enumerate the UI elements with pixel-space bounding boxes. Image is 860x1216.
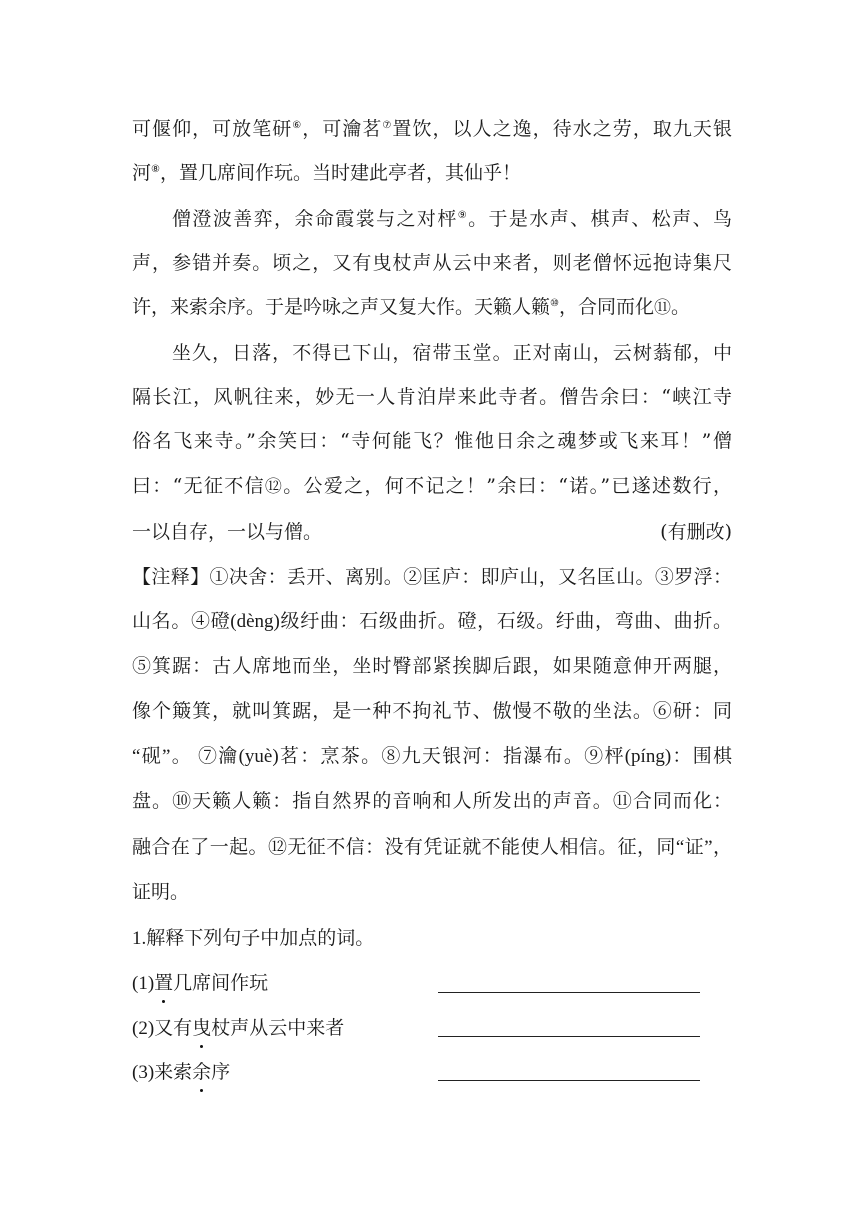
question-item: (2)又有曳杖声从云中来者 bbox=[132, 1018, 345, 1039]
answer-blank[interactable] bbox=[438, 1036, 700, 1037]
note-line: 证明。 bbox=[132, 882, 190, 903]
passage-line: 许，来索余序。于是吟咏之声又复大作。天籁人籁⑩，合同而化⑪。 bbox=[132, 296, 691, 318]
note-line: 像个簸箕，就叫箕踞，是一种不拘礼节、傲慢不敬的坐法。⑥研：同 bbox=[132, 701, 732, 722]
passage-line: 曰：“无征不信⑫。公爱之，何不记之！”余曰：“诺。”已遂述数行， bbox=[132, 475, 732, 497]
passage-line: 一以自存，一以与僧。 (有删改) bbox=[132, 521, 732, 543]
note-line: 盘。⑩天籁人籁：指自然界的音响和人所发出的声音。⑪合同而化： bbox=[132, 791, 732, 812]
answer-blank[interactable] bbox=[438, 1080, 700, 1081]
passage-line: 俗名飞来寺。”余笑曰：“寺何能飞？惟他日余之魂梦或飞来耳！”僧 bbox=[132, 430, 732, 452]
passage-line: 隔长江，风帆往来，妙无一人肯泊岸来此寺者。僧告余曰：“峡江寺 bbox=[132, 386, 732, 408]
passage-line: 声，参错并奏。顷之，又有曳杖声从云中来者，则老僧怀远抱诗集尺 bbox=[132, 252, 732, 274]
note-line: 融合在了一起。⑫无征不信：没有凭证就不能使人相信。征，同“证”， bbox=[132, 837, 732, 858]
note-line: 山名。④磴(dèng)级纡曲：石级曲折。磴，石级。纡曲，弯曲、曲折。 bbox=[132, 611, 732, 632]
source-note: (有删改) bbox=[660, 521, 732, 543]
passage-line: 僧澄波善弈，余命霞裳与之对枰⑨。于是水声、棋声、松声、鸟 bbox=[172, 208, 732, 230]
emphasis-dot-char: 曳 bbox=[192, 1018, 212, 1039]
passage-line: 河⑧，置几席间作玩。当时建此亭者，其仙乎！ bbox=[132, 162, 521, 184]
passage-line: 坐久，日落，不得已下山，宿带玉堂。正对南山，云树蓊郁，中 bbox=[172, 342, 732, 364]
question-item: (3)来索余序 bbox=[132, 1062, 231, 1083]
emphasis-dot-char: 余 bbox=[192, 1062, 212, 1083]
question-title: 1.解释下列句子中加点的词。 bbox=[132, 928, 375, 949]
note-line: 【注释】①决舍：丢开、离别。②匡庐：即庐山，又名匡山。③罗浮： bbox=[132, 567, 732, 588]
note-line: “砚”。 ⑦瀹(yuè)茗：烹茶。⑧九天银河：指瀑布。⑨枰(píng)：围棋 bbox=[132, 746, 732, 767]
note-line: ⑤箕踞：古人席地而坐，坐时臀部紧挨脚后跟，如果随意伸开两腿， bbox=[132, 656, 732, 677]
answer-blank[interactable] bbox=[438, 992, 700, 993]
passage-line: 可偃仰，可放笔研⑥，可瀹茗⑦置饮，以人之逸，待水之劳，取九天银 bbox=[132, 118, 732, 140]
emphasis-dot-char: 置 bbox=[154, 973, 174, 994]
question-item: (1)置几席间作玩 bbox=[132, 973, 269, 994]
